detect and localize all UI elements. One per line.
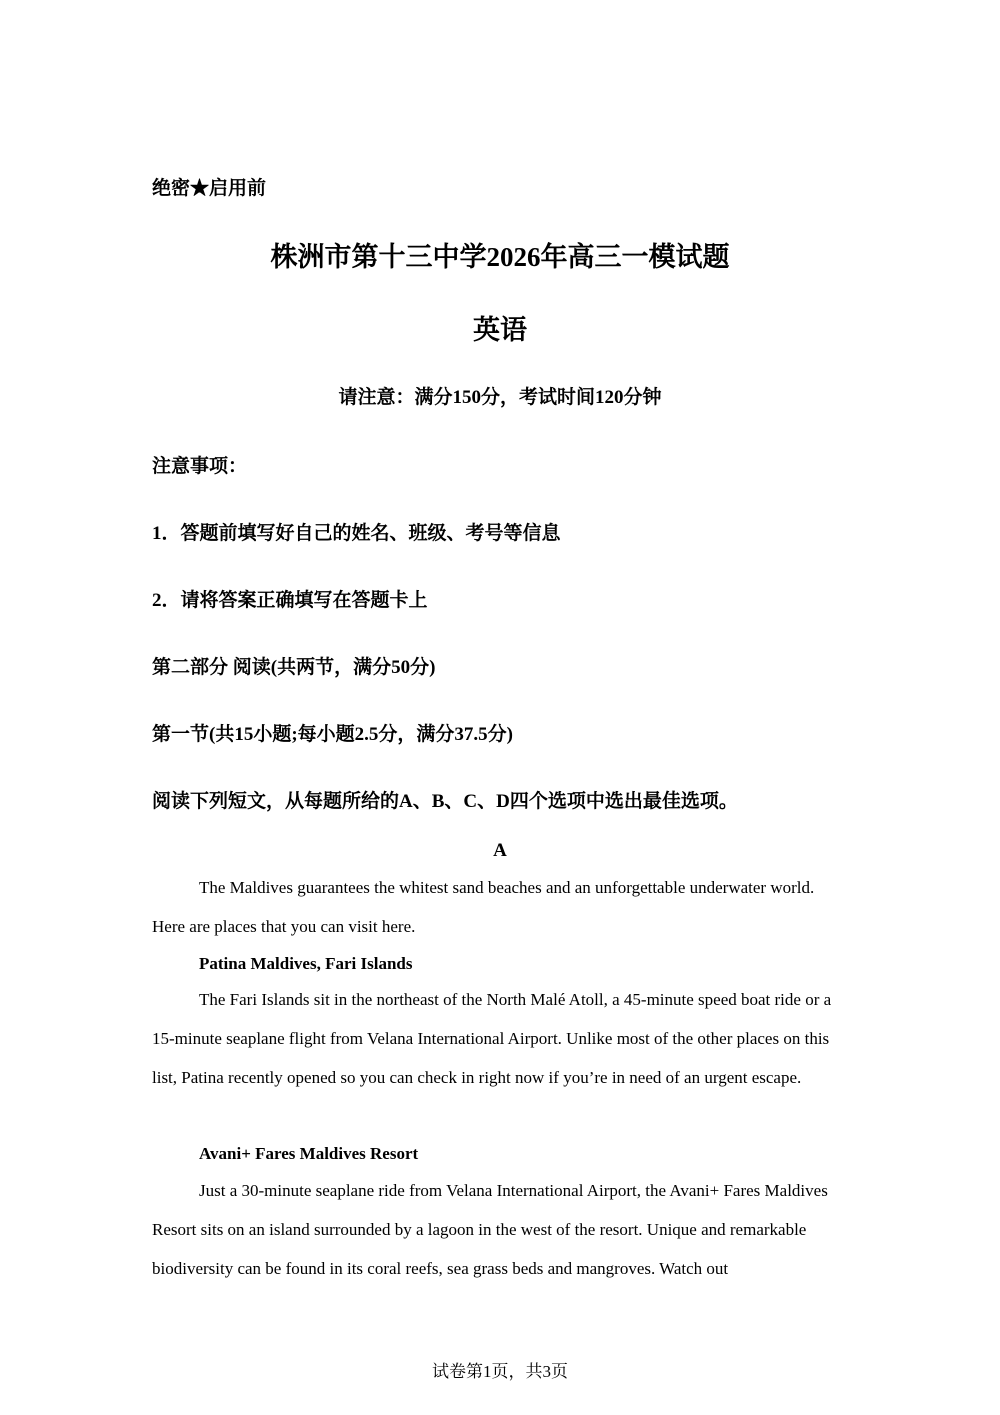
- passage-label: A: [493, 840, 507, 861]
- exam-title: 株洲市第十三中学2026年高三一模试题: [270, 242, 730, 272]
- reading-directions: 阅读下列短文，从每题所给的A、B、C、D四个选项中选出最佳选项。: [152, 791, 738, 812]
- score-time-notice: 请注意：满分150分，考试时间120分钟: [338, 387, 662, 408]
- confidential-label: 绝密★启用前: [152, 178, 267, 199]
- section-paragraph: [152, 980, 848, 1097]
- section-paragraph-text: Just a 30-minute seaplane ride from Velana International Airport, the Avani+ Fares Maldives Resort sits on an island surrounded by a lagoon in the west of the resort. Unique and remarkable biodiversity can be found in its coral reefs, sea grass beds and mangroves. Watch out: [152, 1181, 828, 1278]
- page-footer: 试卷第1页，共3页: [432, 1362, 568, 1381]
- section-heading: Patina Maldives, Fari Islands: [199, 954, 413, 973]
- instructions-heading: 注意事项：: [152, 456, 248, 477]
- section-title: 第一节(共15小题;每小题2.5分，满分37.5分): [152, 724, 513, 745]
- instruction-item: 2．请将答案正确填写在答题卡上: [152, 590, 428, 611]
- passage-intro-text: The Maldives guarantees the whitest sand beaches and an unforgettable underwater world. Here are places that you can visit here.: [152, 878, 815, 936]
- passage-intro: [152, 868, 848, 946]
- subject-title: 英语: [473, 315, 527, 345]
- section-paragraph: [152, 1171, 848, 1288]
- instruction-item: 1．答题前填写好自己的姓名、班级、考号等信息: [152, 523, 561, 544]
- part-title: 第二部分 阅读(共两节，满分50分): [152, 657, 436, 678]
- section-heading: Avani+ Fares Maldives Resort: [199, 1144, 419, 1163]
- section-paragraph-text: The Fari Islands sit in the northeast of the North Malé Atoll, a 45-minute speed boat ride or a 15-minute seaplane flight from Velana International Airport. Unlike most of the other places on this list, Patina recently opened so you can check in right now if you’re in need of an urgent escape.: [152, 990, 832, 1087]
